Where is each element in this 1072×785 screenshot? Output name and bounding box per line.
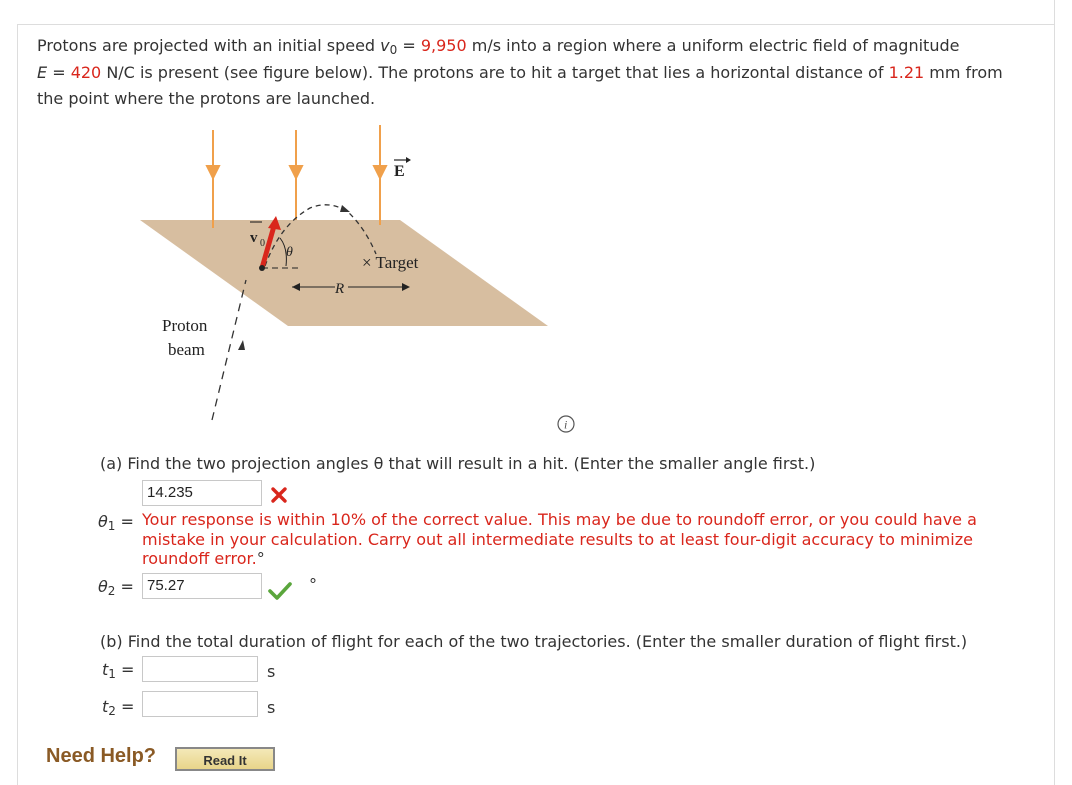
- theta2-input[interactable]: 75.27: [142, 573, 262, 599]
- t2-label: $t_2$ =: [102, 697, 135, 718]
- feedback-message: Your response is within 10% of the correct value. This may be due to roundoff error, or you could have a mistake in your calculation. Carry out all intermediate results to at least four-digit accuracy to minimize roundoff error.°: [142, 510, 977, 568]
- physics-figure: [130, 120, 570, 430]
- svg-text:θ: θ: [286, 245, 293, 260]
- t1-input[interactable]: [142, 656, 258, 682]
- theta2-degree-unit: °: [309, 575, 317, 594]
- part-b-question: (b) Find the total duration of flight for each of the two trajectories. (Enter the smaller duration of flight first.): [100, 632, 968, 651]
- info-icon[interactable]: [557, 415, 575, 433]
- svg-text:0: 0: [260, 238, 265, 249]
- top-bar: [0, 0, 1055, 24]
- problem-statement: Protons are projected with an initial speed $v_0 = 9,950$ m/s into a region where a uniform electric field of magnitude E = 420 N/C is present (see figure below). The protons are to hit a target that lies a horizontal distance of 1.21 mm from the point where the protons are launched.: [37, 36, 1003, 108]
- need-help-label: Need Help?: [46, 745, 157, 767]
- theta1-label: $\theta_1$ =: [98, 512, 134, 533]
- svg-text:v: v: [250, 230, 258, 246]
- correct-check-icon: [268, 582, 292, 600]
- t1-label: $t_1$ =: [102, 660, 135, 681]
- beam-label-2: beam: [168, 340, 205, 359]
- svg-text:R: R: [335, 281, 345, 297]
- svg-text:i: i: [564, 417, 568, 432]
- beam-label-1: Proton: [162, 316, 208, 335]
- t1-unit: s: [267, 662, 276, 681]
- read-it-button[interactable]: Read It: [175, 747, 275, 771]
- target-label: × Target: [362, 253, 419, 272]
- theta2-label: $\theta_2$ =: [98, 577, 134, 598]
- t2-unit: s: [267, 698, 276, 717]
- incorrect-x-icon: [270, 486, 288, 504]
- target-plane: [140, 220, 548, 326]
- part-a-question: (a) Find the two projection angles θ that will result in a hit. (Enter the smaller angle first.): [100, 454, 816, 473]
- theta1-input[interactable]: 14.235: [142, 480, 262, 506]
- field-label: E: [394, 163, 405, 180]
- t2-input[interactable]: [142, 691, 258, 717]
